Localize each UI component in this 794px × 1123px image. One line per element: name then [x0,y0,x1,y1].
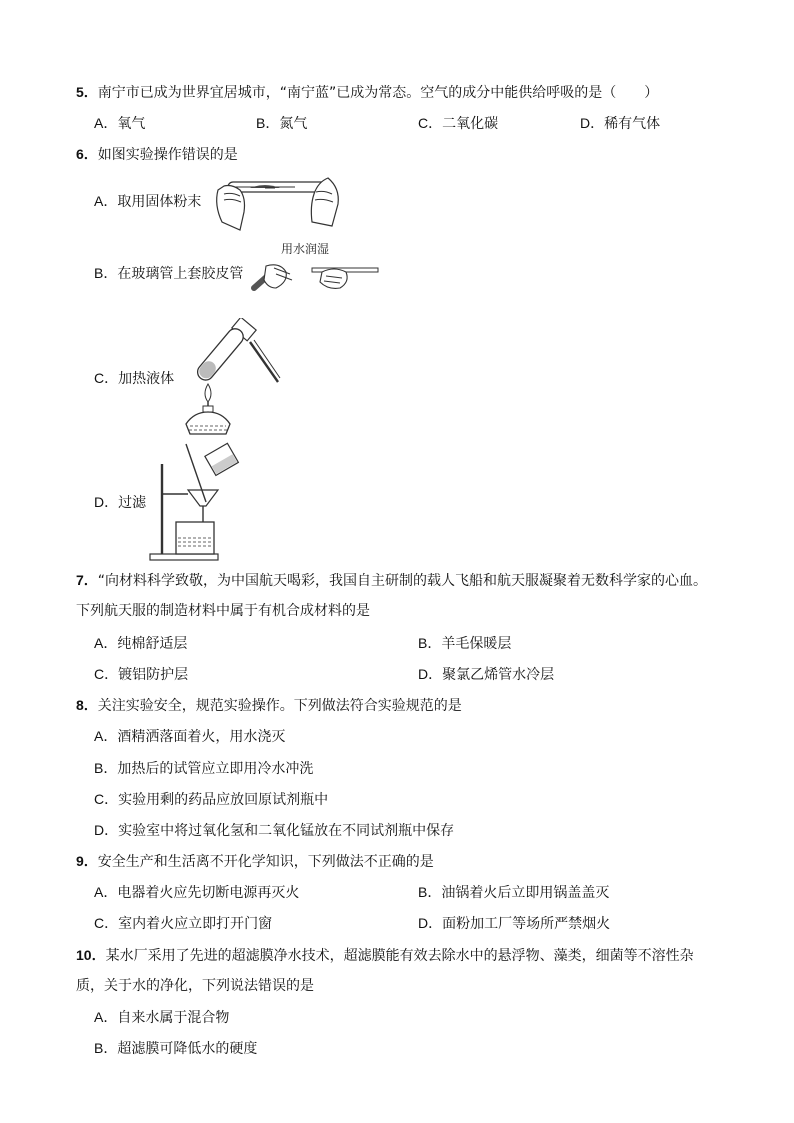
question-8 [76,695,462,716]
alcohol-lamp-heating-test-tube-icon [180,318,285,436]
question-5 [76,82,658,103]
q9-option-a: A．电器着火应先切断电源再灭火 [94,884,300,900]
question-6 [76,144,238,165]
question-stem: 安全生产和生活离不开化学知识，下列做法不正确的是 [97,854,434,870]
glass-tube-rubber-hose-icon [250,258,380,300]
q6-option-d: D．过滤 [94,494,147,510]
q6-option-a: A．取用固体粉末 [94,193,202,209]
q9-option-d: D．面粉加工厂等场所严禁烟火 [418,915,611,931]
q8-option-c: C．实验用剩的药品应放回原试剂瓶中 [94,791,329,807]
question-stem-line-1: 某水厂采用了先进的超滤膜净水技术，超滤膜能有效去除水中的悬浮物、藻类，细菌等不溶性杂 [105,948,694,964]
question-7 [76,570,707,591]
question-7-stem-line-2: 下列航天服的制造材料中属于有机合成材料的是 [76,603,370,619]
q10-option-a: A．自来水属于混合物 [94,1009,230,1025]
q6-b-caption: 用水润湿 [281,242,330,256]
question-number: 9． [76,853,98,869]
q8-option-d: D．实验室中将过氧化氢和二氧化锰放在不同试剂瓶中保存 [94,822,455,838]
hands-test-tube-powder-icon [210,170,345,232]
question-stem: 如图实验操作错误的是 [97,147,238,163]
q6-option-c: C．加热液体 [94,370,175,386]
filtration-apparatus-icon [148,442,244,562]
q5-option-b: B．氮气 [256,115,308,131]
q5-option-a: A．氧气 [94,115,146,131]
question-number: 6． [76,146,98,162]
q6-option-b: B．在玻璃管上套胶皮管 [94,265,244,281]
q7-option-c: C．镀铝防护层 [94,666,189,682]
q9-option-b: B．油锅着火后立即用锅盖盖灭 [418,884,610,900]
q8-option-b: B．加热后的试管应立即用冷水冲洗 [94,760,314,776]
q7-option-b: B．羊毛保暖层 [418,635,512,651]
question-stem: 关注实验安全，规范实验操作。下列做法符合实验规范的是 [97,698,462,714]
q8-option-a: A．酒精洒落面着火，用水浇灭 [94,728,286,744]
question-10-stem-line-2: 质，关于水的净化，下列说法错误的是 [76,978,314,994]
q9-option-c: C．室内着火应立即打开门窗 [94,915,273,931]
q7-option-a: A．纯棉舒适层 [94,635,188,651]
q5-option-c: C．二氧化碳 [418,115,499,131]
question-number: 10． [76,947,106,963]
q10-option-b: B．超滤膜可降低水的硬度 [94,1040,258,1056]
question-stem: 南宁市已成为世界宜居城市，“南宁蓝”已成为常态。空气的成分中能供给呼吸的是（ ） [97,85,659,101]
question-stem-line-1: “向材料科学致敬，为中国航天喝彩，我国自主研制的载人飞船和航天服凝聚着无数科学家的心血。 [97,573,708,589]
question-number: 5． [76,84,98,100]
q5-option-d: D．稀有气体 [580,115,661,131]
question-number: 7． [76,572,98,588]
question-10 [76,945,694,966]
question-number: 8． [76,697,98,713]
question-9 [76,851,434,872]
q7-option-d: D．聚氯乙烯管水冷层 [418,666,555,682]
